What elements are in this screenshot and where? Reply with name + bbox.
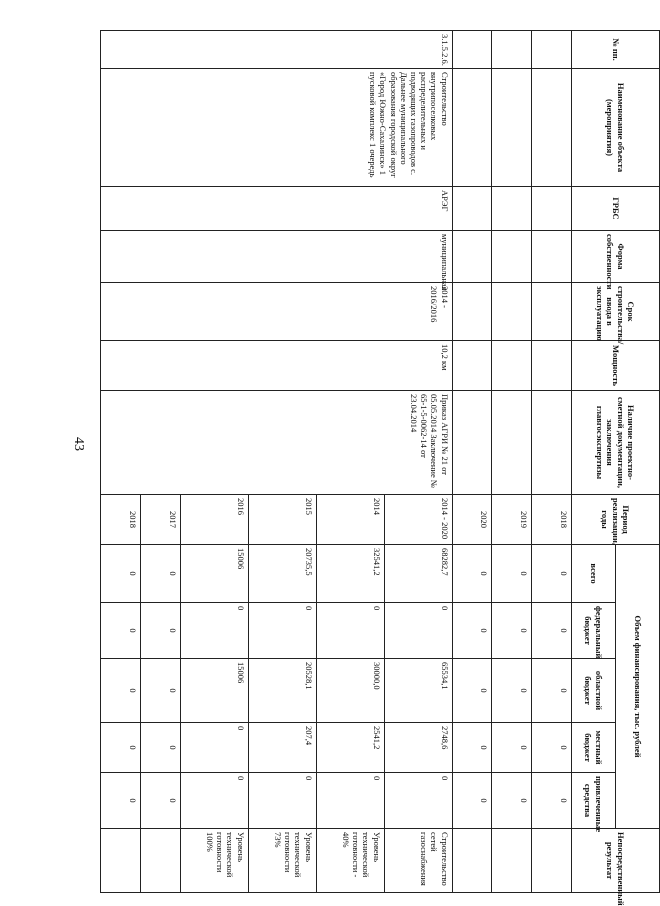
total-cell: 0 [452,545,492,603]
header-capacity: Мощность [572,341,660,391]
object-grbs: АРЭГ [101,187,453,231]
object-construction-term: 2014 - 2016/2016 [101,283,453,341]
local-cell: 0 [140,723,180,773]
regional-cell: 15006 [180,659,248,723]
regional-cell: 30000,0 [316,659,384,723]
attracted-cell: 0 [248,773,316,829]
regional-cell: 0 [452,659,492,723]
table-row [452,31,492,893]
regional-cell: 0 [101,659,141,723]
federal-cell: 0 [452,603,492,659]
period-cell: 2018 [532,495,572,545]
header-federal: федеральный бюджет [572,603,616,659]
period-cell: 2014 - 2020 [384,495,452,545]
period-cell: 2016 [180,495,248,545]
result-cell: Уровень технической готовности - 40% [316,829,384,893]
result-cell: Строительство сетей газоснабжения [384,829,452,893]
local-cell: 0 [101,723,141,773]
header-total: всего [572,545,616,603]
header-financing: Объем финансирования, тыс. рублей [616,545,660,829]
local-cell: 2748,6 [384,723,452,773]
federal-cell: 0 [248,603,316,659]
regional-cell: 0 [492,659,532,723]
federal-cell: 0 [316,603,384,659]
object-design-docs: Приказ АГРИ № 21 от 05.05.2014 Заключение № 65-1-5-0062-14 от 23.04.2014 [101,391,453,495]
object-ownership: муниципальная [101,231,453,283]
attracted-cell: 0 [384,773,452,829]
federal-cell: 0 [492,603,532,659]
total-cell: 68282,7 [384,545,452,603]
total-cell: 15006 [180,545,248,603]
local-cell: 0 [180,723,248,773]
attracted-cell: 0 [140,773,180,829]
header-name: Наименование объекта (мероприятия) [572,69,660,187]
attracted-cell: 0 [532,773,572,829]
attracted-cell: 0 [180,773,248,829]
object-name: Строительство внутрипоселковых распределительных и подводящих газопроводов с. Дальнее муниципального образования городской округ «Город Южно-Сахалинск» 1 пусковой комплекс 1 очередь [101,69,453,187]
header-design-docs: Наличие проектно-сметной документации, заключения главгосэкспертизы [572,391,660,495]
table-row [492,31,532,893]
attracted-cell: 0 [316,773,384,829]
federal-cell: 0 [101,603,141,659]
total-cell: 0 [532,545,572,603]
total-cell: 20735,5 [248,545,316,603]
regional-cell: 20528,1 [248,659,316,723]
result-cell [492,829,532,893]
local-cell: 0 [532,723,572,773]
total-cell: 0 [101,545,141,603]
header-ownership: Форма собственности [572,231,660,283]
result-cell [101,829,141,893]
period-cell: 2018 [101,495,141,545]
regional-cell: 65534,1 [384,659,452,723]
regional-cell: 0 [140,659,180,723]
local-cell: 0 [492,723,532,773]
federal-cell: 0 [180,603,248,659]
financing-table [100,30,660,906]
period-cell: 2015 [248,495,316,545]
header-period: Период реализации, годы [572,495,660,545]
object-num: 3.1.5.2.6. [101,31,453,69]
page-number: 43 [71,437,86,451]
header-regional: областной бюджет [572,659,616,723]
header-result: Непосредственный результат [572,829,660,893]
table-row [532,31,572,893]
rotated-table-wrapper [100,30,660,906]
header-local: местный бюджет [572,723,616,773]
total-cell: 32541,2 [316,545,384,603]
result-cell [140,829,180,893]
federal-cell: 0 [140,603,180,659]
local-cell: 207,4 [248,723,316,773]
result-cell: Уровень технической готовности 73% [248,829,316,893]
local-cell: 0 [452,723,492,773]
period-cell: 2020 [452,495,492,545]
federal-cell: 0 [384,603,452,659]
result-cell [532,829,572,893]
attracted-cell: 0 [101,773,141,829]
header-attracted: привлеченные средства [572,773,616,829]
attracted-cell: 0 [492,773,532,829]
federal-cell: 0 [532,603,572,659]
table-row [384,31,452,893]
header-num: № пп. [572,31,660,69]
result-cell [452,829,492,893]
header-construction-term: Срок строительства/ввода в эксплуатацию [572,283,660,341]
total-cell: 0 [140,545,180,603]
total-cell: 0 [492,545,532,603]
period-cell: 2014 [316,495,384,545]
period-cell: 2017 [140,495,180,545]
attracted-cell: 0 [452,773,492,829]
result-cell: Уровень технической готовности 100% [180,829,248,893]
local-cell: 2541,2 [316,723,384,773]
regional-cell: 0 [532,659,572,723]
object-capacity: 10,2 км [101,341,453,391]
period-cell: 2019 [492,495,532,545]
header-grbs: ГРБС [572,187,660,231]
